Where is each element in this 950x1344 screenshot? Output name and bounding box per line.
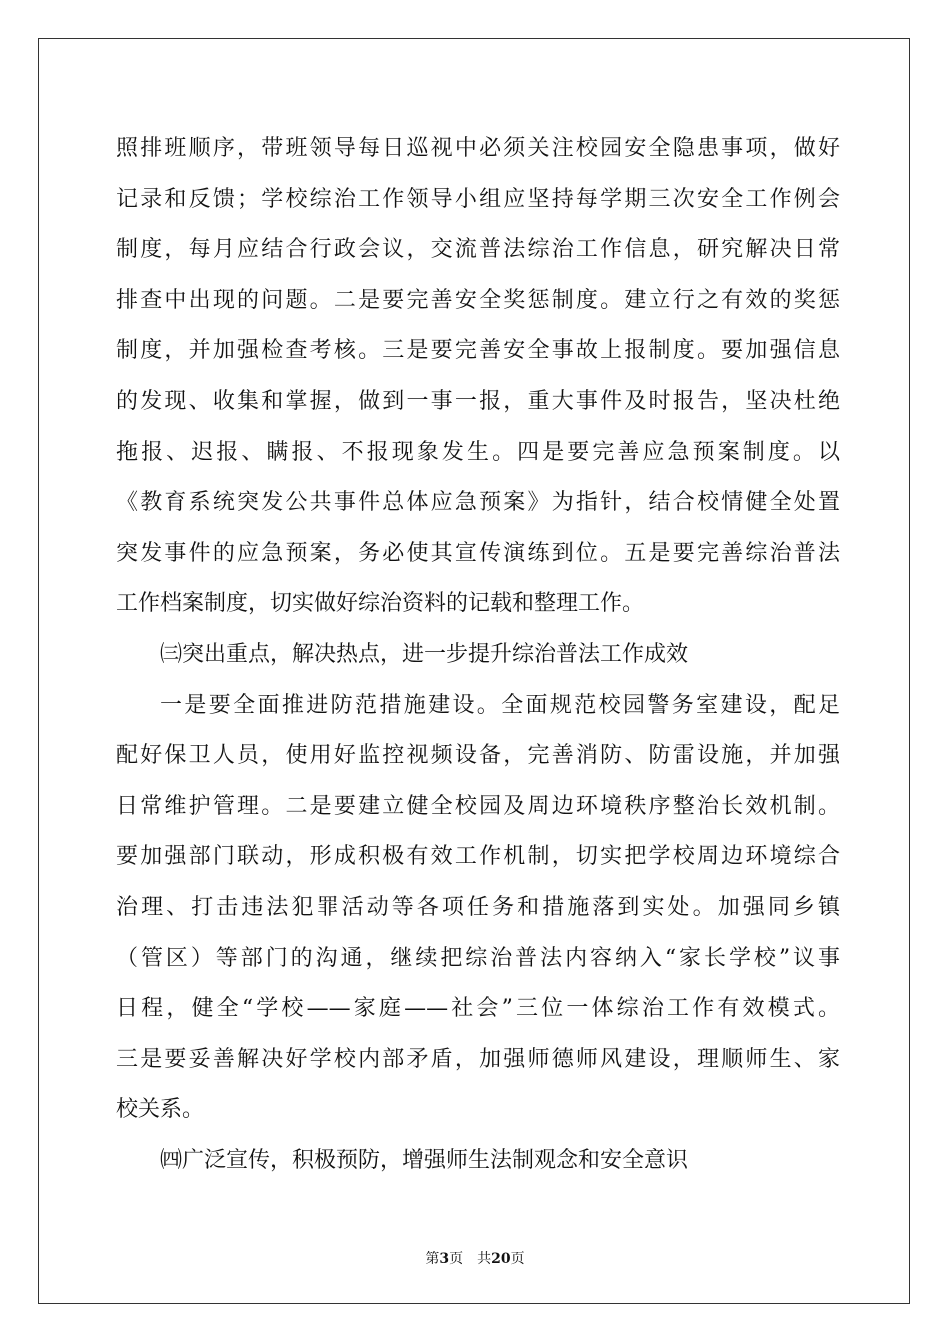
section-heading: ㈢突出重点，解决热点，进一步提升综治普法工作成效 bbox=[160, 641, 689, 667]
text-line: 治理、打击违法犯罪活动等各项任务和措施落到实处。加强同乡镇 bbox=[116, 894, 840, 920]
document-body bbox=[116, 124, 840, 1186]
text-line: 一是要全面推进防范措施建设。全面规范校园警务室建设，配足 bbox=[160, 692, 840, 718]
text-line: 《教育系统突发公共事件总体应急预案》为指针，结合校情健全处置 bbox=[116, 490, 840, 516]
total-page-number: 20 bbox=[491, 1251, 511, 1267]
text-line: 校关系。 bbox=[116, 1097, 205, 1123]
text-line: 要加强部门联动，形成积极有效工作机制，切实把学校周边环境综合 bbox=[116, 844, 840, 870]
section-heading: ㈣广泛宣传，积极预防，增强师生法制观念和安全意识 bbox=[160, 1147, 689, 1173]
text-line: （管区）等部门的沟通，继续把综治普法内容纳入“家长学校”议事 bbox=[116, 945, 840, 971]
footer-mid: 页 共 bbox=[449, 1251, 492, 1267]
footer-prefix: 第 bbox=[425, 1251, 440, 1267]
text-line: 日程，健全“学校——家庭——社会”三位一体综治工作有效模式。 bbox=[116, 996, 840, 1022]
text-line: 制度，每月应结合行政会议，交流普法综治工作信息，研究解决日常 bbox=[116, 237, 840, 263]
text-line: 的发现、收集和掌握，做到一事一报，重大事件及时报告，坚决杜绝 bbox=[116, 388, 840, 414]
text-line: 排查中出现的问题。二是要完善安全奖惩制度。建立行之有效的奖惩 bbox=[116, 287, 840, 313]
text-line: 制度，并加强检查考核。三是要完善安全事故上报制度。要加强信息 bbox=[116, 338, 840, 364]
text-line: 配好保卫人员，使用好监控视频设备，完善消防、防雷设施，并加强 bbox=[116, 743, 840, 769]
footer-suffix: 页 bbox=[510, 1251, 525, 1267]
current-page-number: 3 bbox=[439, 1251, 450, 1267]
page-footer bbox=[0, 1248, 950, 1268]
text-line: 三是要妥善解决好学校内部矛盾，加强师德师风建设，理顺师生、家 bbox=[116, 1046, 840, 1072]
text-line: 拖报、迟报、瞒报、不报现象发生。四是要完善应急预案制度。以 bbox=[116, 439, 840, 465]
text-line: 日常维护管理。二是要建立健全校园及周边环境秩序整治长效机制。 bbox=[116, 793, 840, 819]
text-line: 照排班顺序，带班领导每日巡视中必须关注校园安全隐患事项，做好 bbox=[116, 136, 840, 161]
text-line: 工作档案制度，切实做好综治资料的记载和整理工作。 bbox=[116, 591, 645, 617]
text-line: 记录和反馈；学校综治工作领导小组应坚持每学期三次安全工作例会 bbox=[116, 186, 840, 212]
text-line: 突发事件的应急预案，务必使其宣传演练到位。五是要完善综治普法 bbox=[116, 540, 840, 566]
